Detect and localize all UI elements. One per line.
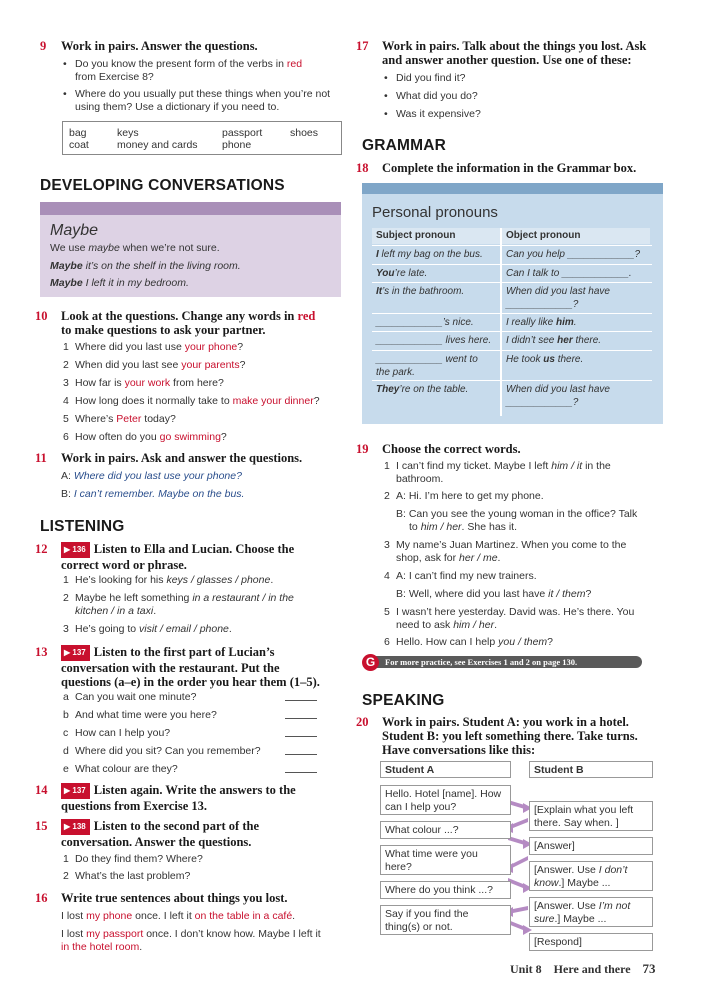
list-item: 2 What’s the last problem? (63, 870, 191, 882)
dialogue-box-b: [Answer. Use I don’t know.] Maybe ... (529, 861, 653, 891)
table-cell: I left my bag on the bus. (376, 249, 483, 260)
exercise-number: 10 (35, 309, 48, 323)
table-cell: Can I talk to ____________. (506, 268, 632, 279)
exercise-number: 9 (40, 39, 47, 53)
list-item: b And what time were you here? (63, 709, 323, 727)
dialogue-box-b: [Explain what you left there. Say when. ] (529, 801, 653, 831)
exercise-title: Work in pairs. Answer the questions. (61, 39, 258, 53)
page-number: 73 (642, 961, 656, 976)
list-item: 3 He’s going to visit / email / phone. (63, 623, 232, 635)
play-track-icon[interactable]: ▶ 137 (61, 783, 90, 799)
section-heading: SPEAKING (362, 692, 445, 709)
box-line: We use maybe when we’re not sure. (50, 242, 220, 254)
table-cell: When did you last have ____________? (506, 384, 610, 408)
exercise-title: ▶ 137 Listen to the first part of Lucian’s conversation with the restaurant. Put the questions (a–e) in the order you hear them (1–5). (61, 645, 320, 689)
grammar-reference-banner[interactable] (362, 654, 652, 670)
dialogue-line: B: I can’t remember. Maybe on the bus. (61, 488, 245, 500)
exercise-number: 16 (35, 891, 48, 905)
ordering-list (63, 691, 323, 781)
exercise-title: Write true sentences about things you lost. (61, 891, 288, 905)
bullet-item: • Did you find it? (384, 72, 466, 84)
section-heading: DEVELOPING CONVERSATIONS (40, 177, 285, 194)
bullet-item: • Do you know the present form of the verbs in red from Exercise 8? (63, 58, 303, 83)
unit-label: Unit 8 (510, 962, 542, 976)
dialogue-box-b: [Answer] (529, 837, 653, 855)
dialogue-box-a: What time were you here? (380, 845, 511, 875)
bullet-item: • Was it expensive? (384, 108, 481, 120)
list-item: 5 Where’s Peter today? (63, 413, 176, 425)
list-item: 6 How often do you go swimming? (63, 431, 227, 443)
exercise-number: 19 (356, 442, 369, 456)
student-a-header: Student A (380, 761, 511, 778)
answer-blank[interactable] (285, 745, 317, 755)
list-item: 6 Hello. How can I help you / them? (384, 636, 554, 648)
answer-blank[interactable] (285, 709, 317, 719)
dialogue-box-b: [Answer. Use I’m not sure.] Maybe ... (529, 897, 653, 927)
exercise-title: ▶ 137 Listen again. Write the answers to the questions from Exercise 13. (61, 783, 296, 813)
answer-blank[interactable] (285, 763, 317, 773)
exercise-number: 17 (356, 39, 369, 53)
answer-blank[interactable] (285, 691, 317, 701)
table-header: Subject pronoun (376, 230, 456, 241)
play-track-icon[interactable]: ▶ 136 (61, 542, 90, 558)
list-item: 3 My name’s Juan Martinez. When you come to the shop, ask for her / me. (384, 539, 627, 564)
table-cell: They’re on the table. (376, 384, 469, 395)
box-line: Maybe I left it in my bedroom. (50, 277, 189, 289)
bullet-item: • Where do you usually put these things when you’re not using them? Use a dictionary if you need to. (63, 88, 331, 113)
table-cell: Can you help ____________? (506, 249, 641, 260)
example-sentence: I lost my phone once. I left it on the table in a café. (61, 910, 296, 922)
box-title: Maybe (50, 222, 99, 239)
table-cell: ____________ lives here. (376, 335, 492, 346)
list-item: B: Well, where did you last have it / them? (396, 588, 592, 600)
table-cell: I didn’t see her there. (506, 335, 602, 346)
student-b-header: Student B (529, 761, 653, 778)
table-cell: I really like him. (506, 317, 577, 328)
table-cell: When did you last have ____________? (506, 286, 610, 310)
list-item: 3 How far is your work from here? (63, 377, 224, 389)
play-track-icon[interactable]: ▶ 137 (61, 645, 90, 661)
exercise-number: 18 (356, 161, 369, 175)
list-item: 2 Maybe he left something in a restaurant / in the kitchen / in a taxi. (63, 592, 294, 617)
list-item: e What colour are they? (63, 763, 323, 781)
list-item: a Can you wait one minute? (63, 691, 323, 709)
example-sentence: I lost my passport once. I don’t know how. Maybe I left it in the hotel room. (61, 928, 321, 953)
exercise-number: 12 (35, 542, 48, 556)
list-item: d Where did you sit? Can you remember? (63, 745, 323, 763)
exercise-number: 14 (35, 783, 48, 797)
exercise-number: 15 (35, 819, 48, 833)
list-item: 2 A: Hi. I’m here to get my phone. (384, 490, 544, 502)
grammar-box-title: Personal pronouns (372, 204, 498, 221)
list-item: 1 Do they find them? Where? (63, 853, 203, 865)
list-item: 1 He’s looking for his keys / glasses / phone. (63, 574, 274, 586)
exercise-number: 20 (356, 715, 369, 729)
exercise-number: 11 (35, 451, 47, 465)
exercise-title: Work in pairs. Student A: you work in a hotel. Student B: you left something there. Take turns. Have conversations like this: (382, 715, 638, 757)
dialogue-box-a: Where do you think ...? (380, 881, 511, 899)
list-item: 4 A: I can’t find my new trainers. (384, 570, 537, 582)
bullet-item: • What did you do? (384, 90, 478, 102)
answer-blank[interactable] (285, 727, 317, 737)
pronoun-table (372, 228, 652, 416)
list-item: 1 I can’t find my ticket. Maybe I left him / it in the bathroom. (384, 460, 611, 485)
exercise-title: ▶ 138 Listen to the second part of the conversation. Answer the questions. (61, 819, 259, 849)
maybe-box (40, 202, 341, 297)
table-cell: ____________ went to the park. (376, 354, 478, 378)
question-list (63, 341, 353, 449)
section-heading: LISTENING (40, 518, 125, 535)
exercise-title: Look at the questions. Change any words in red to make questions to ask your partner. (61, 309, 316, 337)
exercise-number: 13 (35, 645, 48, 659)
table-cell: It’s in the bathroom. (376, 286, 465, 297)
play-track-icon[interactable]: ▶ 138 (61, 819, 90, 835)
banner-text: For more practice, see Exercises 1 and 2 on page 130. (385, 657, 578, 667)
dialogue-box-a: Hello. Hotel [name]. How can I help you? (380, 785, 511, 815)
g-icon: G (362, 654, 379, 671)
unit-title: Here and there (553, 962, 631, 976)
table-cell: He took us there. (506, 354, 584, 365)
table-cell: ____________’s nice. (376, 317, 474, 328)
exercise-title: Work in pairs. Talk about the things you lost. Ask and answer another question. Use one of these: (382, 39, 647, 67)
word-box: bag keys passport shoes coat money and cards phone (62, 121, 342, 155)
list-item: 5 I wasn’t here yesterday. David was. He’s there. You need to ask him / her. (384, 606, 635, 631)
page-footer (510, 961, 656, 977)
exercise-title: Work in pairs. Ask and answer the questions. (61, 451, 303, 465)
dialogue-box-b: [Respond] (529, 933, 653, 951)
table-cell: You’re late. (376, 268, 428, 279)
list-item: 4 How long does it normally take to make your dinner? (63, 395, 320, 407)
exercise-title: ▶ 136 Listen to Ella and Lucian. Choose the correct word or phrase. (61, 542, 295, 572)
dialogue-box-a: What colour ...? (380, 821, 511, 839)
exercise-title: Choose the correct words. (382, 442, 521, 456)
list-item: 2 When did you last see your parents? (63, 359, 246, 371)
list-item: B: Can you see the young woman in the office? Talk to him / her. She has it. (396, 508, 638, 533)
exercise-title: Complete the information in the Grammar box. (382, 161, 637, 175)
box-line: Maybe it’s on the shelf in the living room. (50, 260, 241, 272)
list-item: 1 Where did you last use your phone? (63, 341, 244, 353)
list-item: c How can I help you? (63, 727, 323, 745)
dialogue-box-a: Say if you find the thing(s) or not. (380, 905, 511, 935)
table-header: Object pronoun (506, 230, 581, 241)
section-heading: GRAMMAR (362, 137, 447, 154)
grammar-box (362, 183, 663, 424)
dialogue-line: A: Where did you last use your phone? (61, 470, 242, 482)
